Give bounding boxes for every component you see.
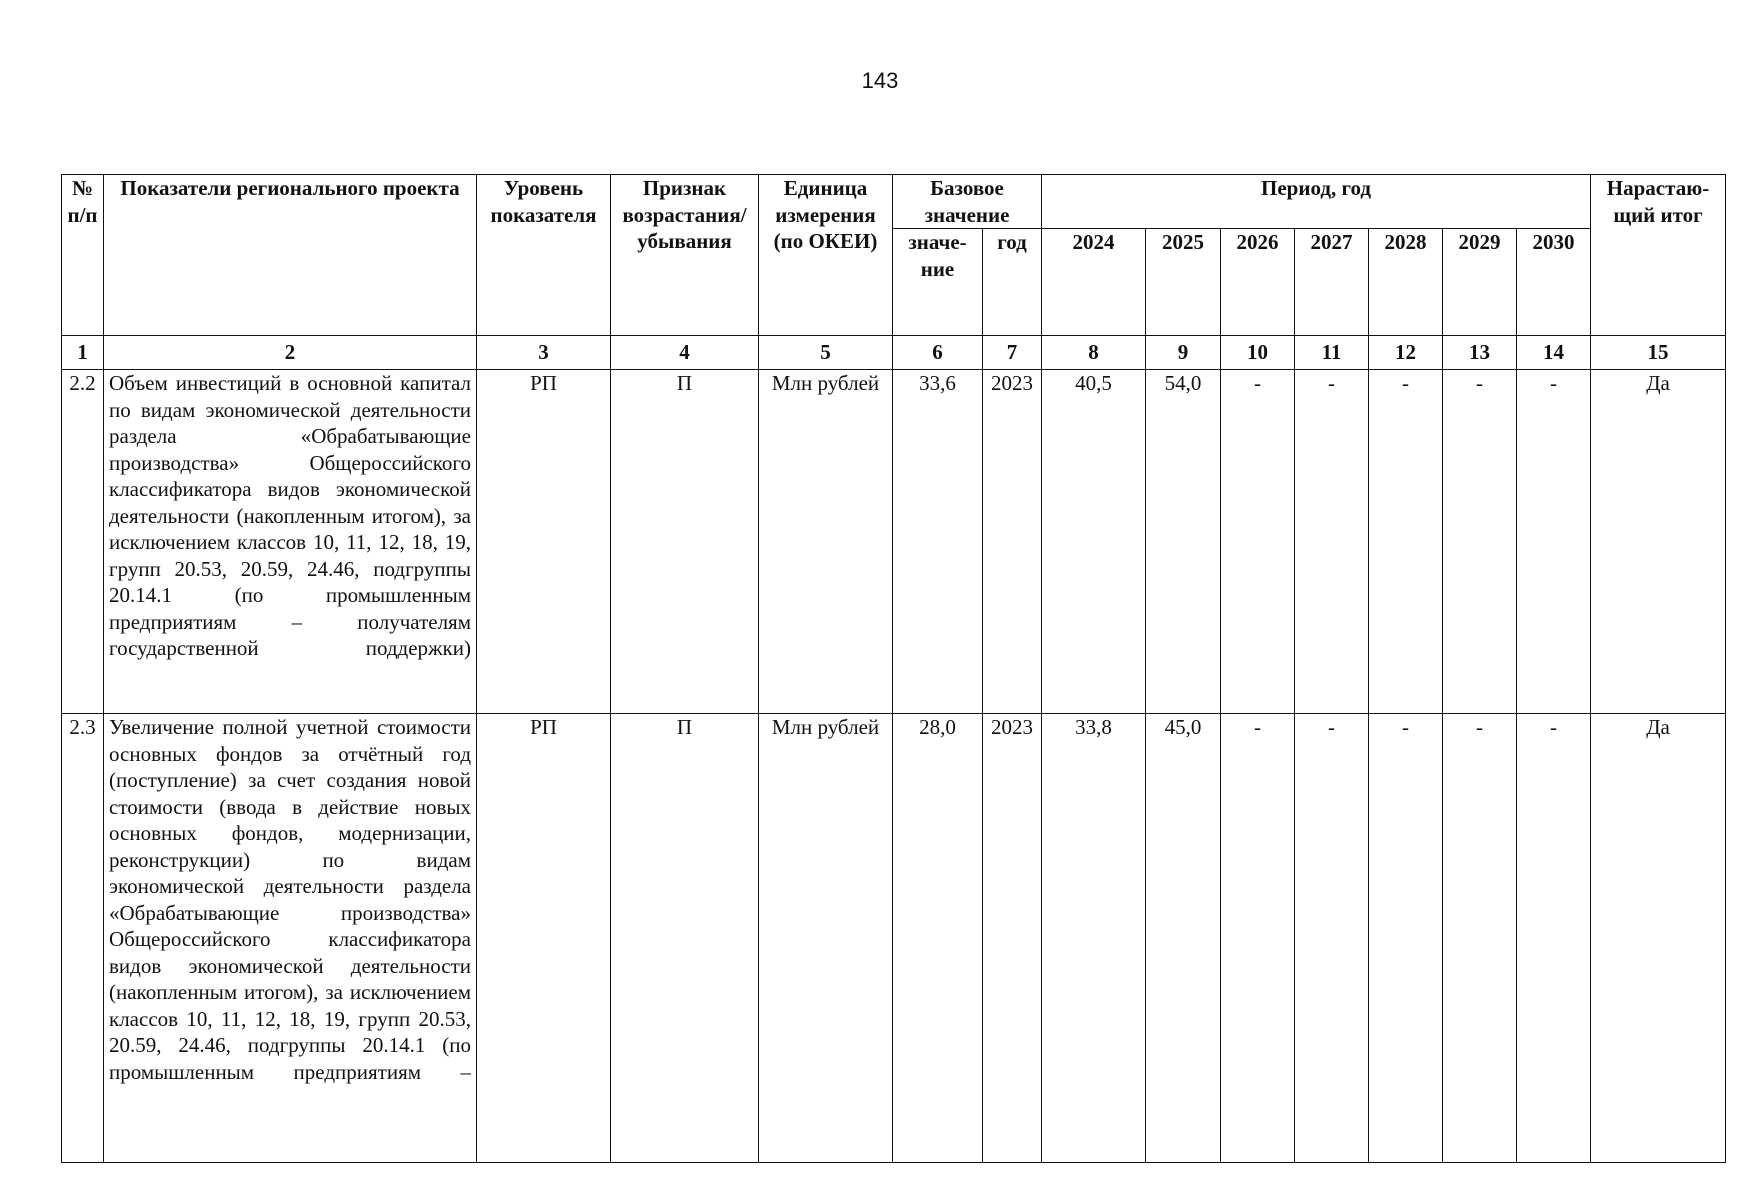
header-year: 2030 xyxy=(1517,229,1591,336)
header-indicators: Показатели регионального проекта xyxy=(104,175,477,336)
header-cumulative: Нарастаю- щий итог xyxy=(1591,175,1726,336)
header-num: № п/п xyxy=(62,175,104,336)
header-base-value: значе- ние xyxy=(893,229,983,336)
row-value-2030: - xyxy=(1517,370,1591,714)
column-number: 12 xyxy=(1369,336,1443,370)
row-description: Объем инвестиций в основной капитал по видам экономической деятельности раздела «Обрабатывающие производства» Общероссийского классификатора видов экономической деятельности (накопленным итогом), за исключением классов 10, 11, 12, 18, 19, групп 20.53, 20.59, 24.46, подгруппы 20.14.1 (по промышленным предприятиям – получателям государственной поддержки) xyxy=(104,370,477,714)
row-value-2026: - xyxy=(1221,714,1295,1163)
row-value-2028: - xyxy=(1369,370,1443,714)
header-year: 2028 xyxy=(1369,229,1443,336)
header-level: Уровень показателя xyxy=(477,175,611,336)
regional-project-indicators-table xyxy=(61,174,1726,1163)
header-trend: Признак возрастания/ убывания xyxy=(611,175,759,336)
row-cumulative: Да xyxy=(1591,714,1726,1163)
column-number: 10 xyxy=(1221,336,1295,370)
header-year: 2027 xyxy=(1295,229,1369,336)
column-number: 7 xyxy=(983,336,1042,370)
row-value-2027: - xyxy=(1295,714,1369,1163)
column-number: 6 xyxy=(893,336,983,370)
row-trend: П xyxy=(611,714,759,1163)
row-base-value: 33,6 xyxy=(893,370,983,714)
header-unit: Единица измерения (по ОКЕИ) xyxy=(759,175,893,336)
page-number: 143 xyxy=(861,68,899,93)
row-value-2025: 54,0 xyxy=(1146,370,1221,714)
row-value-2029: - xyxy=(1443,714,1517,1163)
row-unit: Млн рублей xyxy=(759,714,893,1163)
column-number: 5 xyxy=(759,336,893,370)
header-base: Базовое значение xyxy=(893,175,1042,229)
row-unit: Млн рублей xyxy=(759,370,893,714)
header-year: 2026 xyxy=(1221,229,1295,336)
row-num: 2.3 xyxy=(62,714,104,1163)
column-number: 14 xyxy=(1517,336,1591,370)
column-number: 1 xyxy=(62,336,104,370)
column-number: 13 xyxy=(1443,336,1517,370)
row-value-2024: 33,8 xyxy=(1042,714,1146,1163)
row-description: Увеличение полной учетной стоимости основных фондов за отчётный год (поступление) за счет создания новой стоимости (ввода в действие новых основных фондов, модернизации, реконструкции) по видам экономической деятельности раздела «Обрабатывающие производства» Общероссийского классификатора видов экономической деятельности (накопленным итогом), за исключением классов 10, 11, 12, 18, 19, групп 20.53, 20.59, 24.46, подгруппы 20.14.1 (по промышленным предприятиям – xyxy=(104,714,477,1163)
row-value-2026: - xyxy=(1221,370,1295,714)
header-period: Период, год xyxy=(1042,175,1591,229)
row-base-year: 2023 xyxy=(983,714,1042,1163)
header-year: 2029 xyxy=(1443,229,1517,336)
row-level: РП xyxy=(477,370,611,714)
column-number: 2 xyxy=(104,336,477,370)
column-number: 9 xyxy=(1146,336,1221,370)
header-row xyxy=(62,175,1726,229)
table-row xyxy=(62,370,1726,714)
row-value-2028: - xyxy=(1369,714,1443,1163)
row-value-2030: - xyxy=(1517,714,1591,1163)
column-number: 3 xyxy=(477,336,611,370)
column-number: 11 xyxy=(1295,336,1369,370)
row-base-year: 2023 xyxy=(983,370,1042,714)
table-row xyxy=(62,714,1726,1163)
header-year: 2025 xyxy=(1146,229,1221,336)
row-value-2024: 40,5 xyxy=(1042,370,1146,714)
row-num: 2.2 xyxy=(62,370,104,714)
row-level: РП xyxy=(477,714,611,1163)
header-base-year: год xyxy=(983,229,1042,336)
column-number-row xyxy=(62,336,1726,370)
row-trend: П xyxy=(611,370,759,714)
row-value-2027: - xyxy=(1295,370,1369,714)
row-value-2025: 45,0 xyxy=(1146,714,1221,1163)
row-base-value: 28,0 xyxy=(893,714,983,1163)
header-year: 2024 xyxy=(1042,229,1146,336)
row-cumulative: Да xyxy=(1591,370,1726,714)
column-number: 4 xyxy=(611,336,759,370)
column-number: 15 xyxy=(1591,336,1726,370)
row-value-2029: - xyxy=(1443,370,1517,714)
column-number: 8 xyxy=(1042,336,1146,370)
